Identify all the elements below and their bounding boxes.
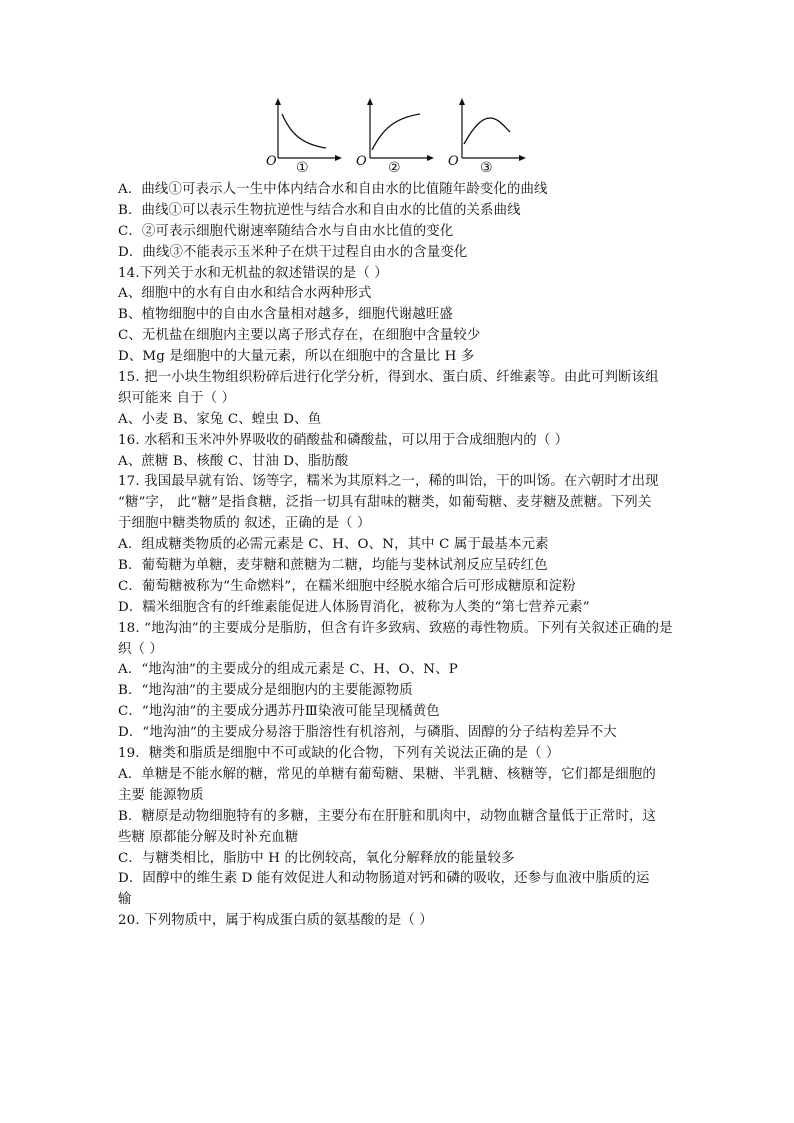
graph-3-number-label: ③ — [480, 160, 493, 176]
text-line: 些糖 原都能分解及时补充血糖 — [118, 829, 299, 845]
text-line: 18. “地沟油”的主要成分是脂肪，但含有许多致病、致癌的毒性物质。下列有关叙述正确的是 — [118, 620, 673, 636]
graph-1-y-arrow — [275, 98, 281, 105]
text-line: A．单糖是不能水解的糖，常见的单糖有葡萄糖、果糖、半乳糖、核糖等，它们都是细胞的 — [118, 766, 656, 782]
text-line: 15. 把一小块生物组织粉碎后进行化学分析，得到水、蛋白质、纤维素等。由此可判断该组 — [118, 370, 659, 386]
graph-1-x-arrow — [335, 155, 342, 161]
graph-3-x-arrow — [519, 155, 526, 161]
text-line: C、无机盐在细胞内主要以离子形式存在，在细胞中含量较少 — [118, 328, 481, 344]
text-line: 主要 能源物质 — [118, 787, 204, 803]
curve-figure — [262, 96, 522, 182]
text-line: 14.下列关于水和无机盐的叙述错误的是（ ） — [118, 265, 388, 281]
graph-3-y-arrow — [459, 98, 465, 105]
text-line: A．“地沟油”的主要成分的组成元素是 C、H、O、N、P — [118, 662, 458, 678]
graph-1-origin-label: O — [266, 154, 277, 169]
text-line: A．组成糖类物质的必需元素是 C、H、O、N，其中 C 属于最基本元素 — [118, 537, 549, 553]
text-line: A、蔗糖 B、核酸 C、甘油 D、脂肪酸 — [118, 453, 349, 469]
text-line: 输 — [118, 892, 132, 908]
text-line: D、Mg 是细胞中的大量元素，所以在细胞中的含量比 H 多 — [118, 349, 475, 365]
text-line: 织可能来 自于（ ） — [118, 390, 236, 406]
graph-3-curve — [464, 118, 510, 144]
text-line: 17. 我国最早就有饴、饧等字，糯米为其原料之一，稀的叫饴，干的叫饧。在六朝时才出现 — [118, 474, 659, 490]
text-line: D．糯米细胞含有的纤维素能促进人体肠胃消化，被称为人类的“第七营养元素” — [118, 599, 590, 615]
text-line: B．糖原是动物细胞特有的多糖，主要分布在肝脏和肌肉中，动物血糖含量低于正常时，这 — [118, 808, 657, 824]
graph-2-x-arrow — [427, 155, 434, 161]
text-line: 织（ ） — [118, 641, 164, 657]
text-line: B．“地沟油”的主要成分是细胞内的主要能源物质 — [118, 683, 413, 699]
graph-2-number-label: ② — [388, 160, 401, 176]
graph-3 — [446, 96, 526, 182]
text-line: A、小麦 B、家兔 C、蝗虫 D、鱼 — [118, 411, 322, 427]
text-line: C．葡萄糖被称为“生命燃料”，在糯米细胞中经脱水缩合后可形成糖原和淀粉 — [118, 578, 576, 594]
text-line: C．“地沟油”的主要成分遇苏丹Ⅲ染液可能呈现橘黄色 — [118, 704, 440, 720]
question-text — [118, 180, 688, 932]
text-line: “糖”字， 此“糖”是指食糖，泛指一切具有甜味的糖类，如葡萄糖、麦芽糖及蔗糖。下列关 — [118, 495, 652, 511]
text-line: 于细胞中糖类物质的 叙述，正确的是（ ） — [118, 516, 371, 532]
graph-2-origin-label: O — [356, 154, 367, 169]
text-line: C．②可表示细胞代谢速率随结合水与自由水比值的变化 — [118, 223, 454, 239]
graph-2-y-arrow — [367, 98, 373, 105]
text-line: B．曲线①可以表示生物抗逆性与结合水和自由水的比值的关系曲线 — [118, 202, 521, 218]
text-line: B．葡萄糖为单糖，麦芽糖和蔗糖为二糖，均能与斐林试剂反应呈砖红色 — [118, 558, 548, 574]
graph-2-curve — [372, 114, 420, 150]
text-line: D．曲线③不能表示玉米种子在烘干过程自由水的含量变化 — [118, 244, 468, 260]
text-line: 16. 水稻和玉米冲外界吸收的硝酸盐和磷酸盐，可以用于合成细胞内的（ ） — [118, 432, 569, 448]
graph-1 — [262, 96, 342, 182]
text-line: D．固醇中的维生素 D 能有效促进人和动物肠道对钙和磷的吸收，还参与血液中脂质的运 — [118, 871, 650, 887]
graph-1-number-label: ① — [296, 160, 309, 176]
text-line: D．“地沟油”的主要成分易溶于脂溶性有机溶剂，与磷脂、固醇的分子结构差异不大 — [118, 725, 617, 741]
text-line: C．与糖类相比，脂肪中 H 的比例较高，氧化分解释放的能量较多 — [118, 850, 515, 866]
text-line: B、植物细胞中的自由水含量相对越多，细胞代谢越旺盛 — [118, 307, 453, 323]
text-line: A．曲线①可表示人一生中体内结合水和自由水的比值随年龄变化的曲线 — [118, 182, 548, 197]
graph-3-origin-label: O — [448, 154, 459, 169]
graph-2 — [354, 96, 434, 182]
text-line: 20. 下列物质中，属于构成蛋白质的氨基酸的是（ ） — [118, 913, 433, 929]
text-line: 19．糖类和脂质是细胞中不可或缺的化合物，下列有关说法正确的是（ ） — [118, 746, 560, 762]
graph-1-curve — [282, 114, 326, 148]
text-line: A、细胞中的水有自由水和结合水两种形式 — [118, 286, 372, 302]
